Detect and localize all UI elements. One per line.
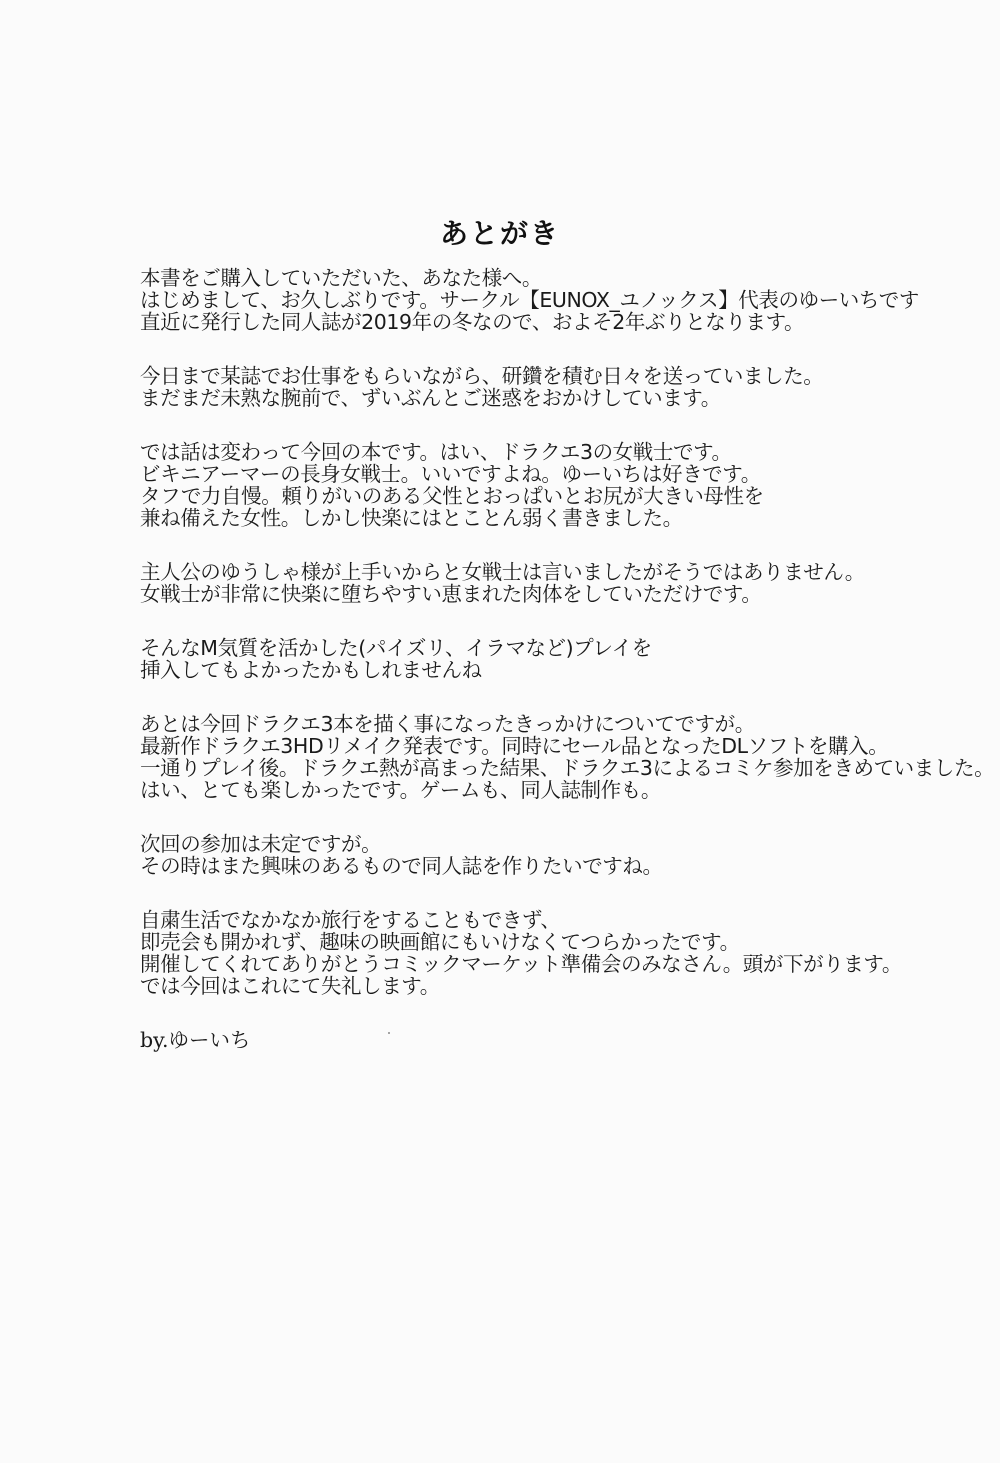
text-line: では今回はこれにて失礼します。 bbox=[140, 974, 440, 998]
text-line: まだまだ未熟な腕前で、ずいぶんとご迷惑をおかけしています。 bbox=[140, 386, 721, 410]
speck-mark bbox=[388, 1032, 390, 1034]
text-line: 次回の参加は未定ですが。 bbox=[140, 832, 382, 856]
text-line: はじめまして、お久しぶりです。サークル【EUNOX_ユノックス】代表のゆーいちです bbox=[140, 288, 919, 312]
text-line: 本書をご購入していただいた、あなた様へ。 bbox=[140, 266, 542, 290]
text-line: 兼ね備えた女性。しかし快楽にはとことん弱く書きました。 bbox=[140, 506, 683, 530]
author-signature: by.ゆーいち bbox=[140, 1028, 251, 1052]
text-line: タフで力自慢。頼りがいのある父性とおっぱいとお尻が大きい母性を bbox=[140, 484, 764, 508]
page-title: あとがき bbox=[439, 217, 560, 250]
text-line: 一通りプレイ後。ドラクエ熱が高まった結果、ドラクエ3によるコミケ参加をきめていました。 bbox=[140, 756, 995, 780]
text-line: そんなM気質を活かした(パイズリ、イラマなど)プレイを bbox=[140, 636, 652, 660]
paragraph-3 bbox=[140, 441, 980, 529]
paragraph-5 bbox=[140, 637, 980, 681]
afterword-body bbox=[140, 266, 995, 1052]
paragraph-4 bbox=[140, 561, 980, 605]
paragraph-8 bbox=[140, 909, 980, 997]
text-line: 主人公のゆうしゃ様が上手いからと女戦士は言いましたがそうではありません。 bbox=[140, 560, 865, 584]
text-line: はい、とても楽しかったです。ゲームも、同人誌制作も。 bbox=[140, 778, 661, 802]
text-line: あとは今回ドラクエ3本を描く事になったきっかけについてですが。 bbox=[140, 712, 755, 736]
text-line: 開催してくれてありがとうコミックマーケット準備会のみなさん。頭が下がります。 bbox=[140, 952, 902, 976]
text-line: 直近に発行した同人誌が2019年の冬なので、およそ2年ぶりとなります。 bbox=[140, 310, 805, 334]
text-line: 女戦士が非常に快楽に堕ちやすい恵まれた肉体をしていただけです。 bbox=[140, 582, 762, 606]
paragraph-2 bbox=[140, 365, 980, 409]
paragraph-1 bbox=[140, 267, 980, 333]
text-line: 挿入してもよかったかもしれませんね bbox=[140, 658, 482, 682]
text-line: 即売会も開かれず、趣味の映画館にもいけなくてつらかったです。 bbox=[140, 930, 740, 954]
text-line: 最新作ドラクエ3HDリメイク発表です。同時にセール品となったDLソフトを購入。 bbox=[140, 734, 889, 758]
paragraph-6 bbox=[140, 712, 995, 802]
text-line: 今日まで某誌でお仕事をもらいながら、研鑽を積む日々を送っていました。 bbox=[140, 364, 824, 388]
text-line: では話は変わって今回の本です。はい、ドラクエ3の女戦士です。 bbox=[140, 440, 732, 464]
paragraph-7 bbox=[140, 833, 980, 877]
text-line: ビキニアーマーの長身女戦士。いいですよね。ゆーいちは好きです。 bbox=[140, 462, 761, 486]
text-line: その時はまた興味のあるもので同人誌を作りたいですね。 bbox=[140, 854, 663, 878]
text-line: 自粛生活でなかなか旅行をすることもできず、 bbox=[140, 908, 561, 932]
